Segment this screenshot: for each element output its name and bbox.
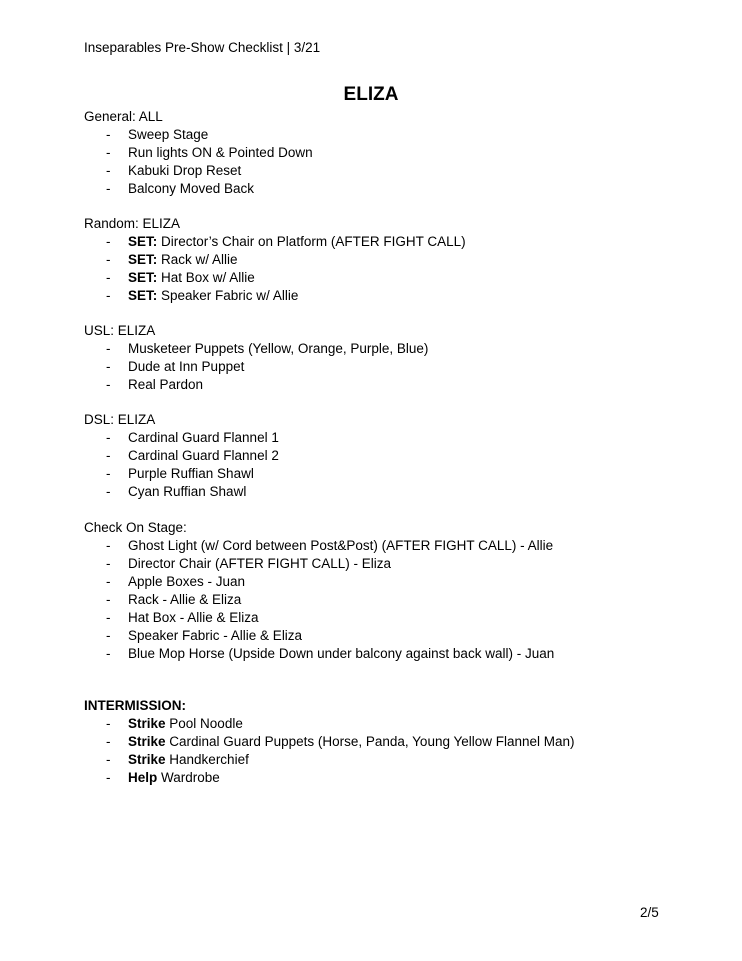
- list-item: - Strike Cardinal Guard Puppets (Horse, Panda, Young Yellow Flannel Man): [106, 734, 575, 749]
- usl-section: [84, 322, 704, 394]
- list-item: - SET: Rack w/ Allie: [106, 252, 238, 267]
- list-item: - Blue Mop Horse (Upside Down under balcony against back wall) - Juan: [106, 646, 555, 661]
- list-item: - Strike Handkerchief: [106, 752, 249, 767]
- list-item: - Kabuki Drop Reset: [106, 163, 242, 178]
- list-item: - Real Pardon: [106, 377, 204, 392]
- check-list: [84, 537, 704, 663]
- list-item: - Dude at Inn Puppet: [106, 359, 245, 374]
- section-heading-general: General: ALL: [84, 109, 163, 124]
- section-heading-dsl: DSL: ELIZA: [84, 412, 156, 427]
- list-item: - Purple Ruffian Shawl: [106, 466, 254, 481]
- list-item: - Help Wardrobe: [106, 770, 220, 785]
- check-on-stage-section: [84, 519, 704, 663]
- list-item: - Sweep Stage: [106, 127, 209, 142]
- page-title: ELIZA: [343, 84, 399, 105]
- section-heading-random: Random: ELIZA: [84, 216, 181, 231]
- list-item: - SET: Hat Box w/ Allie: [106, 270, 255, 285]
- list-item: - Musketeer Puppets (Yellow, Orange, Purple, Blue): [106, 341, 429, 356]
- list-item: - Apple Boxes - Juan: [106, 574, 246, 589]
- list-item: - SET: Speaker Fabric w/ Allie: [106, 288, 299, 303]
- general-list: [84, 126, 704, 198]
- list-item: - Run lights ON & Pointed Down: [106, 145, 313, 160]
- general-section: [84, 108, 704, 198]
- intermission-list: [84, 715, 704, 787]
- page-number: 2/5: [640, 905, 659, 920]
- document-header: Inseparables Pre-Show Checklist | 3/21: [84, 40, 321, 55]
- list-item: - Cyan Ruffian Shawl: [106, 484, 247, 499]
- section-heading-usl: USL: ELIZA: [84, 323, 156, 338]
- list-item: - SET: Director’s Chair on Platform (AFTER FIGHT CALL): [106, 234, 466, 249]
- list-item: - Speaker Fabric - Allie & Eliza: [106, 628, 303, 643]
- list-item: - Strike Pool Noodle: [106, 716, 243, 731]
- random-section: [84, 215, 704, 305]
- list-item: - Hat Box - Allie & Eliza: [106, 610, 259, 625]
- dsl-list: [84, 429, 704, 501]
- intermission-section: [84, 697, 704, 787]
- random-list: [84, 233, 704, 305]
- list-item: - Rack - Allie & Eliza: [106, 592, 242, 607]
- list-item: - Director Chair (AFTER FIGHT CALL) - Eliza: [106, 556, 392, 571]
- list-item: - Cardinal Guard Flannel 1: [106, 430, 279, 445]
- list-item: - Balcony Moved Back: [106, 181, 255, 196]
- section-heading-intermission: INTERMISSION:: [84, 698, 187, 713]
- section-heading-check: Check On Stage:: [84, 520, 187, 535]
- dsl-section: [84, 411, 704, 501]
- list-item: - Ghost Light (w/ Cord between Post&Post) (AFTER FIGHT CALL) - Allie: [106, 538, 554, 553]
- usl-list: [84, 340, 704, 394]
- list-item: - Cardinal Guard Flannel 2: [106, 448, 279, 463]
